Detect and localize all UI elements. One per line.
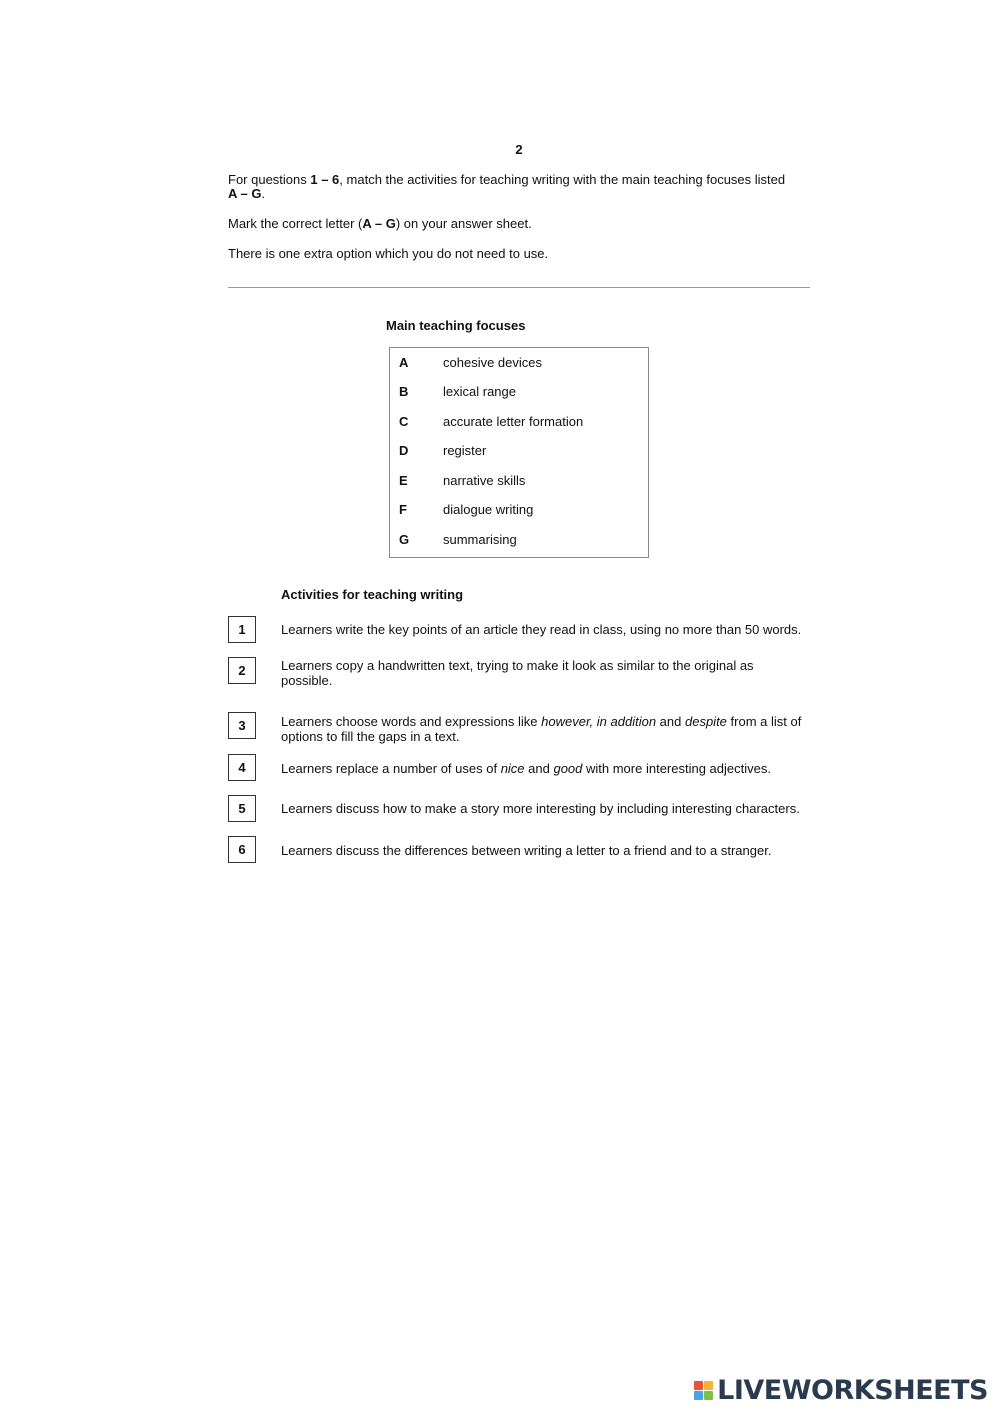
instructions-paragraph-2: Mark the correct letter (A – G) on your answer sheet. <box>228 216 532 231</box>
focus-item-a <box>390 353 648 373</box>
instructions-paragraph-3: There is one extra option which you do not need to use. <box>228 246 549 261</box>
focus-text: accurate letter formation <box>443 414 584 429</box>
question-number-2[interactable]: 2 <box>228 657 256 684</box>
focus-letter: A <box>399 355 409 370</box>
focus-text: register <box>443 443 487 458</box>
page-number: 2 <box>515 142 523 157</box>
focus-text: summarising <box>443 532 517 547</box>
activity-text-5: Learners discuss how to make a story more interesting by including interesting characters. <box>281 801 800 816</box>
focus-letter: E <box>399 473 408 488</box>
activity-text-6: Learners discuss the differences between writing a letter to a friend and to a stranger. <box>281 843 772 858</box>
section-divider <box>228 287 810 288</box>
question-number-4[interactable]: 4 <box>228 754 256 781</box>
activities-heading: Activities for teaching writing <box>281 587 464 602</box>
focus-item-e <box>390 471 648 491</box>
liveworksheets-brand <box>694 1376 988 1404</box>
focus-item-f <box>390 500 648 520</box>
focus-letter: G <box>399 532 410 547</box>
focus-text: narrative skills <box>443 473 526 488</box>
focus-text: cohesive devices <box>443 355 542 370</box>
instructions-paragraph-1: For questions 1 – 6, match the activities for teaching writing with the main teaching focuses listed A – G. <box>228 172 786 201</box>
question-number-3[interactable]: 3 <box>228 712 256 739</box>
focus-item-c <box>390 412 648 432</box>
focus-text: lexical range <box>443 384 516 399</box>
brand-wordmark: LIVEWORKSHEETS <box>717 1374 988 1406</box>
activity-text-3: Learners choose words and expressions like however, in addition and despite from a list of options to fill the gaps in a text. <box>281 714 802 744</box>
activity-text-2: Learners copy a handwritten text, trying to make it look as similar to the original as possible. <box>281 658 754 688</box>
focuses-heading: Main teaching focuses <box>386 318 526 333</box>
focus-item-g <box>390 530 648 550</box>
focus-letter: C <box>399 414 409 429</box>
focus-text: dialogue writing <box>443 502 534 517</box>
question-number-6[interactable]: 6 <box>228 836 256 863</box>
focus-letter: F <box>399 502 407 517</box>
question-number-5[interactable]: 5 <box>228 795 256 822</box>
activity-text-4: Learners replace a number of uses of nice and good with more interesting adjectives. <box>281 761 771 776</box>
focus-letter: D <box>399 443 409 458</box>
question-number-1[interactable]: 1 <box>228 616 256 643</box>
focuses-box <box>389 347 649 558</box>
activity-text-1: Learners write the key points of an article they read in class, using no more than 50 words. <box>281 622 802 637</box>
focus-item-b <box>390 382 648 402</box>
liveworksheets-logo-icon <box>694 1381 713 1400</box>
focus-item-d <box>390 441 648 461</box>
focus-letter: B <box>399 384 409 399</box>
